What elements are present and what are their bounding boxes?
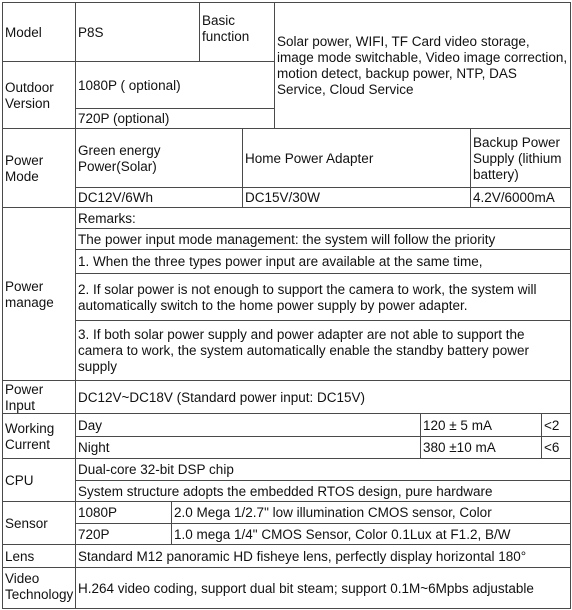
power-mode-solar-title: Green energy Power(Solar) xyxy=(75,128,243,188)
working-current-day-value: 120 ± 5 mA xyxy=(420,413,542,437)
working-current-label: Working Current xyxy=(2,413,76,459)
power-mode-adapter-title: Home Power Adapter xyxy=(242,128,471,188)
cpu-label: CPU xyxy=(2,458,76,502)
power-mode-battery-title: Backup Power Supply (lithium battery) xyxy=(470,128,571,188)
lens-label: Lens xyxy=(2,544,76,568)
power-mode-label: Power Mode xyxy=(2,128,76,208)
video-label: Video Technology xyxy=(2,567,76,609)
working-current-night-label: Night xyxy=(75,436,421,459)
sensor-1080p-desc: 2.0 Mega 1/2.7" low illumination CMOS sensor, Color xyxy=(171,501,571,524)
power-mode-adapter-value: DC15V/30W xyxy=(242,187,471,208)
basic-function-value: Solar power, WIFI, TF Card video storage, image mode switchable, Video image correction, motion detect, backup power, NTP, DAS Service, Cloud Service xyxy=(274,2,571,129)
sensor-720p: 720P xyxy=(75,523,172,545)
power-manage-remarks: Remarks: xyxy=(75,207,571,229)
power-manage-label: Power manage xyxy=(2,207,76,381)
cpu-line-2: System structure adopts the embedded RTOS design, pure hardware xyxy=(75,480,571,502)
outdoor-version-1080p: 1080P ( optional) xyxy=(75,61,275,109)
power-manage-line-3: 2. If solar power is not enough to support the camera to work, the system will automatically switch to the home power supply by power adapter. xyxy=(75,273,571,321)
power-mode-solar-value: DC12V/6Wh xyxy=(75,187,243,208)
working-current-day-label: Day xyxy=(75,413,421,437)
outdoor-version-label: Outdoor Version xyxy=(2,61,76,129)
sensor-720p-desc: 1.0 mega 1/4" CMOS Sensor, Color 0.1Lux at F1.2, B/W xyxy=(171,523,571,545)
cpu-line-1: Dual-core 32-bit DSP chip xyxy=(75,458,571,481)
power-input-label: Power Input xyxy=(2,380,76,414)
power-manage-line-1: The power input mode management: the system will follow the priority xyxy=(75,228,571,250)
basic-function-label: Basic function xyxy=(199,2,275,62)
sensor-label: Sensor xyxy=(2,501,76,545)
power-input-value: DC12V~DC18V (Standard power input: DC15V) xyxy=(75,380,571,414)
working-current-night-extra: <6 xyxy=(541,436,571,459)
power-manage-line-4: 3. If both solar power supply and power adapter are not able to support the camera to work, the system automatically enable the standby battery power supply xyxy=(75,320,571,381)
power-mode-battery-value: 4.2V/6000mA xyxy=(470,187,571,208)
model-label: Model xyxy=(2,2,76,62)
model-value: P8S xyxy=(75,2,200,62)
working-current-day-extra: <2 xyxy=(541,413,571,437)
lens-value: Standard M12 panoramic HD fisheye lens, perfectly display horizontal 180° xyxy=(75,544,571,568)
outdoor-version-720p: 720P (optional) xyxy=(75,108,275,129)
working-current-night-value: 380 ±10 mA xyxy=(420,436,542,459)
power-manage-line-2: 1. When the three types power input are available at the same time, xyxy=(75,249,571,274)
video-value: H.264 video coding, support dual bit steam; support 0.1M~6Mpbs adjustable xyxy=(75,567,571,609)
sensor-1080p: 1080P xyxy=(75,501,172,524)
